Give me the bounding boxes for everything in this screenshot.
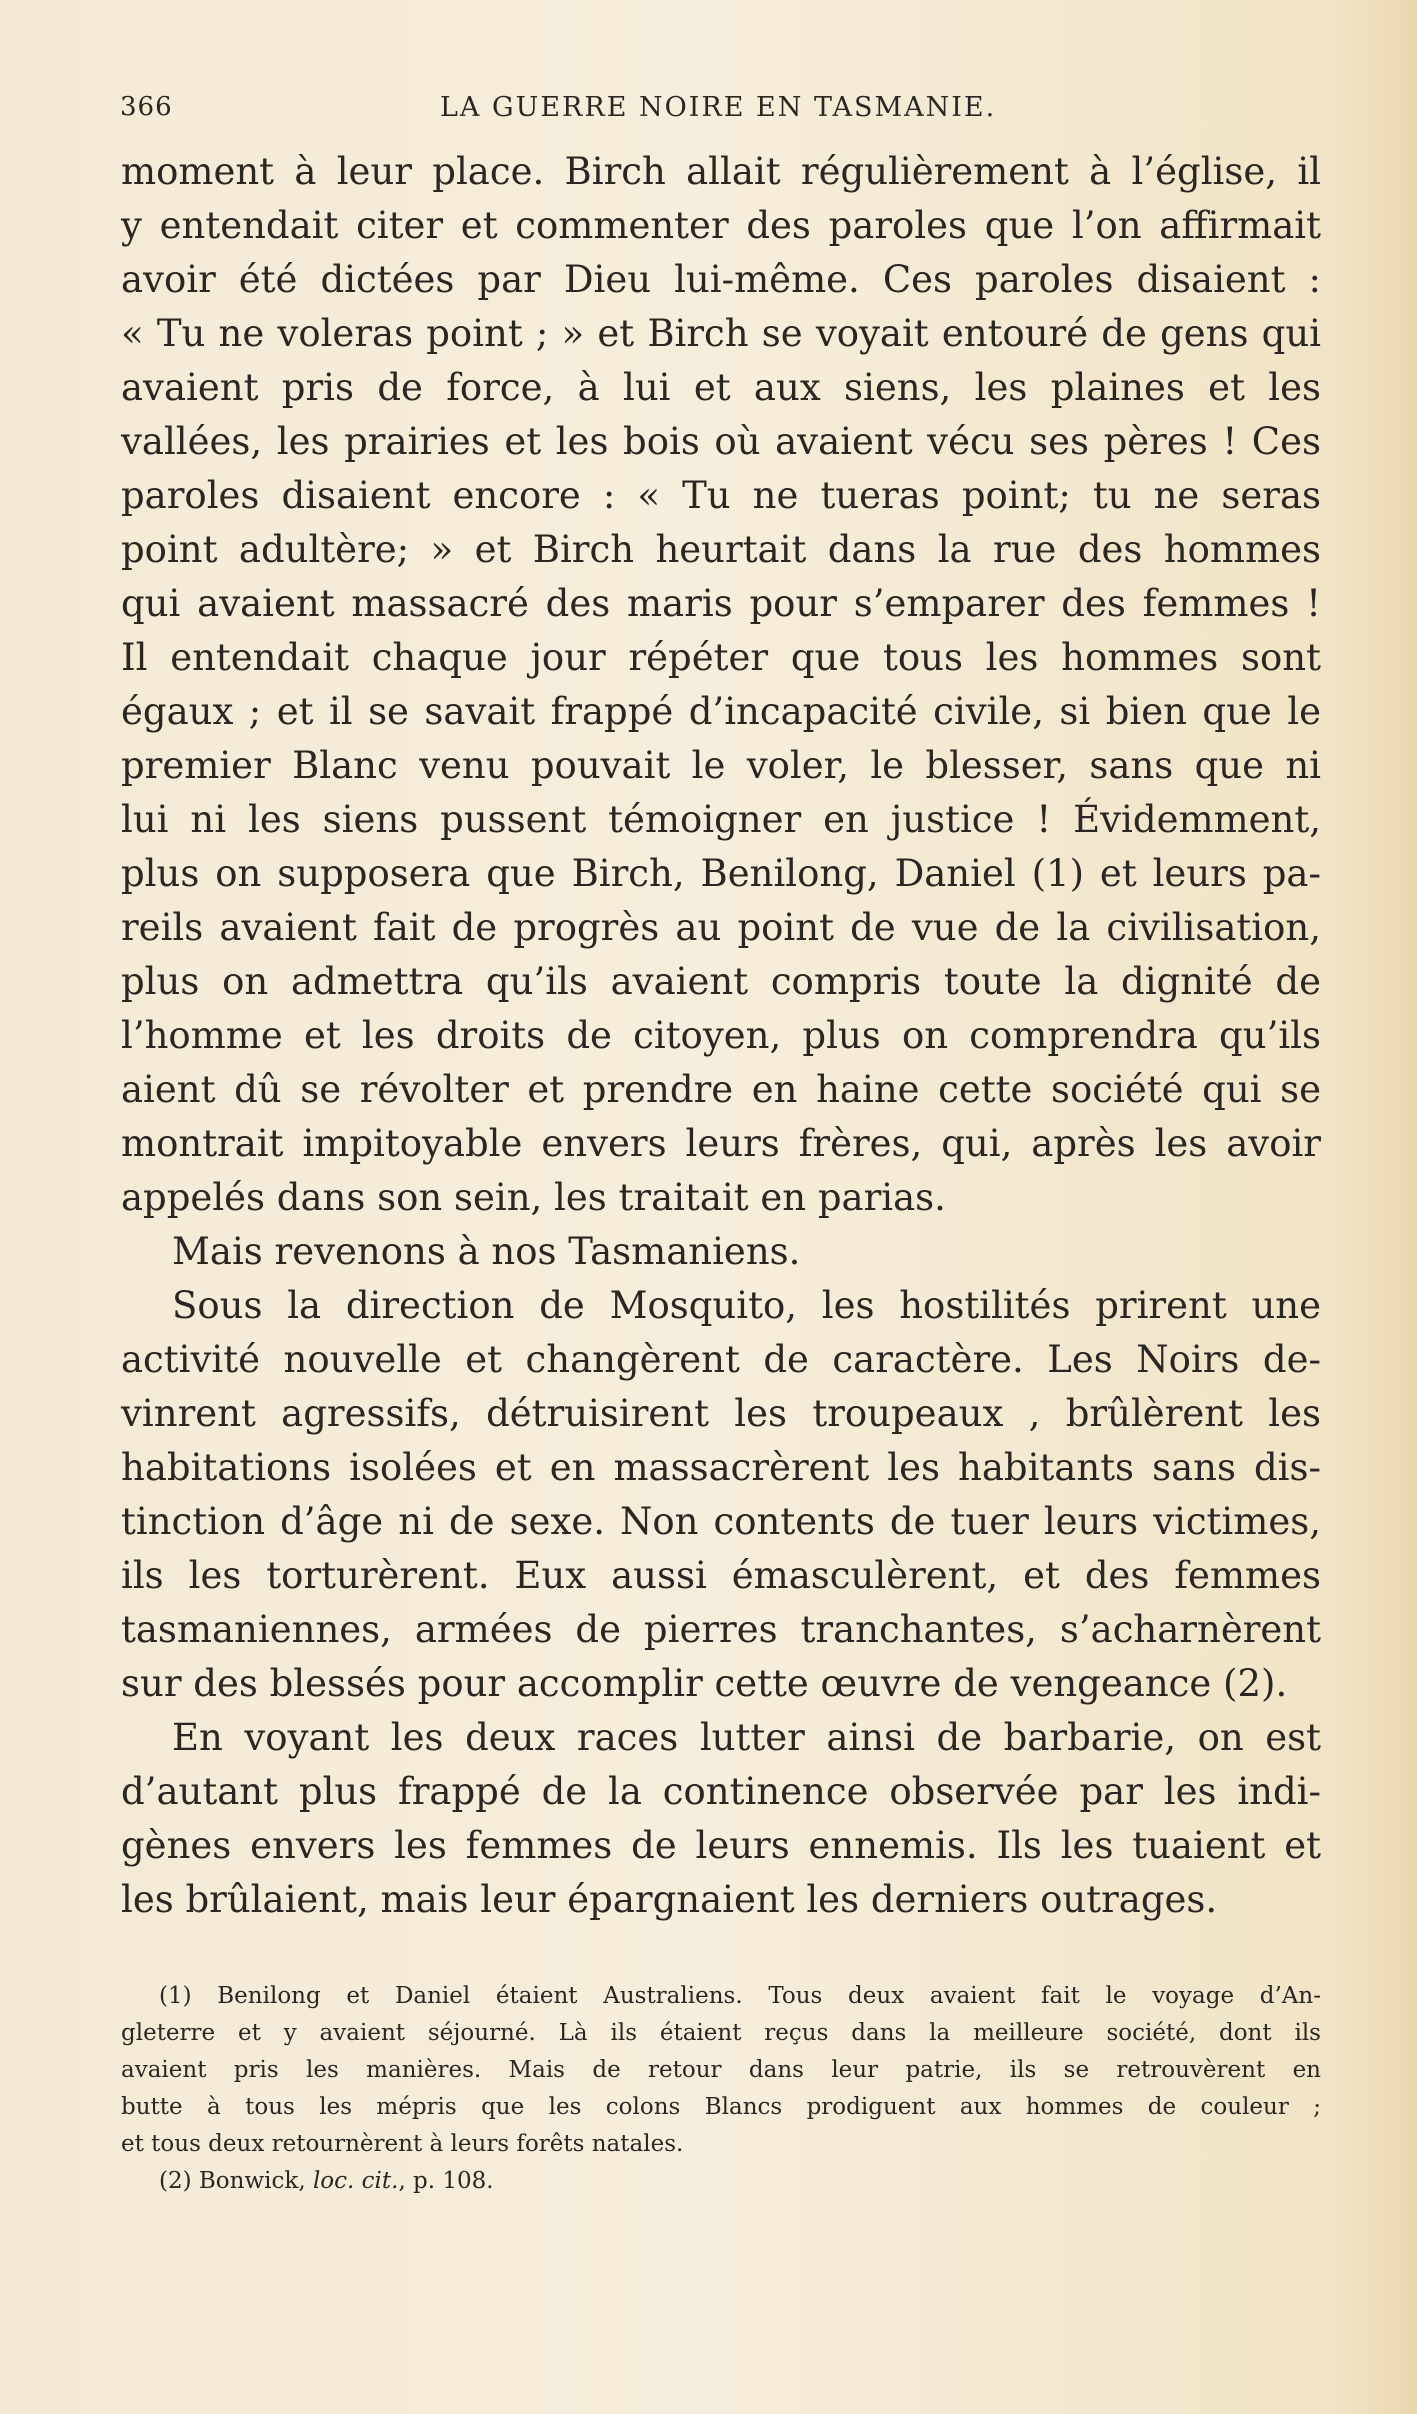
text-line: Mais revenons à nos Tasmaniens. xyxy=(172,1230,801,1273)
text-line: En voyant les deux races lutter ainsi de barbarie, on est xyxy=(172,1716,1321,1759)
body-text xyxy=(121,145,1321,1927)
text-line: « Tu ne voleras point ; » et Birch se voyait entouré de gens qui xyxy=(121,312,1321,355)
text-line: appelés dans son sein, les traitait en parias. xyxy=(121,1176,946,1219)
text-line: avaient pris de force, à lui et aux siens, les plaines et les xyxy=(121,366,1321,409)
footnote-2-suffix: , p. 108. xyxy=(398,2168,494,2194)
footnote-line: butte à tous les mépris que les colons Blancs prodiguent aux hommes de couleur ; xyxy=(121,2094,1321,2120)
text-line: qui avaient massacré des maris pour s’emparer des femmes ! xyxy=(121,582,1321,625)
footnote-line: gleterre et y avaient séjourné. Là ils étaient reçus dans la meilleure société, dont ils xyxy=(121,2020,1321,2046)
footnote-2-prefix: (2) Bonwick, xyxy=(159,2168,313,2194)
text-line: reils avaient fait de progrès au point de vue de la civilisation, xyxy=(121,906,1321,949)
page-header xyxy=(120,92,1320,132)
text-line: d’autant plus frappé de la continence observée par les indi- xyxy=(121,1770,1321,1813)
text-line: aient dû se révolter et prendre en haine cette société qui se xyxy=(121,1068,1321,1111)
text-line: activité nouvelle et changèrent de caractère. Les Noirs de- xyxy=(121,1338,1321,1381)
text-line: avoir été dictées par Dieu lui-même. Ces paroles disaient : xyxy=(121,258,1321,301)
text-line: plus on supposera que Birch, Benilong, Daniel (1) et leurs pa- xyxy=(121,852,1321,895)
text-line: premier Blanc venu pouvait le voler, le blesser, sans que ni xyxy=(121,744,1321,787)
text-line: tasmaniennes, armées de pierres tranchantes, s’acharnèrent xyxy=(121,1608,1321,1651)
footnote-line: et tous deux retournèrent à leurs forêts natales. xyxy=(121,2131,684,2157)
text-line: tinction d’âge ni de sexe. Non contents de tuer leurs victimes, xyxy=(121,1500,1321,1543)
text-line: l’homme et les droits de citoyen, plus on comprendra qu’ils xyxy=(121,1014,1321,1057)
text-line: Il entendait chaque jour répéter que tous les hommes sont xyxy=(121,636,1321,679)
running-title: LA GUERRE NOIRE EN TASMANIE. xyxy=(440,92,997,123)
page-number: 366 xyxy=(120,92,173,122)
text-line: vinrent agressifs, détruisirent les troupeaux , brûlèrent les xyxy=(121,1392,1321,1435)
text-line: plus on admettra qu’ils avaient compris toute la dignité de xyxy=(121,960,1321,1003)
text-line: Sous la direction de Mosquito, les hostilités prirent une xyxy=(172,1284,1321,1327)
footnote-line: avaient pris les manières. Mais de retour dans leur patrie, ils se retrouvèrent en xyxy=(121,2057,1321,2083)
text-line: lui ni les siens pussent témoigner en justice ! Évidemment, xyxy=(121,798,1321,841)
footnotes xyxy=(121,1978,1321,2200)
footnote-line: (1) Benilong et Daniel étaient Australiens. Tous deux avaient fait le voyage d’An- xyxy=(159,1983,1321,2009)
footnote-2 xyxy=(121,2163,1321,2200)
text-line: les brûlaient, mais leur épargnaient les derniers outrages. xyxy=(121,1878,1218,1921)
text-line: gènes envers les femmes de leurs ennemis. Ils les tuaient et xyxy=(121,1824,1321,1867)
text-line: ils les torturèrent. Eux aussi émasculèrent, et des femmes xyxy=(121,1554,1321,1597)
text-line: habitations isolées et en massacrèrent les habitants sans dis- xyxy=(121,1446,1321,1489)
text-line: égaux ; et il se savait frappé d’incapacité civile, si bien que le xyxy=(121,690,1321,733)
text-line: moment à leur place. Birch allait régulièrement à l’église, il xyxy=(121,150,1321,193)
text-line: y entendait citer et commenter des paroles que l’on affirmait xyxy=(121,204,1321,247)
text-line: point adultère; » et Birch heurtait dans la rue des hommes xyxy=(121,528,1321,571)
text-line: paroles disaient encore : « Tu ne tueras point; tu ne seras xyxy=(121,474,1321,517)
text-line: vallées, les prairies et les bois où avaient vécu ses pères ! Ces xyxy=(121,420,1321,463)
text-line: sur des blessés pour accomplir cette œuvre de vengeance (2). xyxy=(121,1662,1288,1705)
footnote-2-citation: loc. cit. xyxy=(312,2168,399,2194)
text-line: montrait impitoyable envers leurs frères, qui, après les avoir xyxy=(121,1122,1321,1165)
